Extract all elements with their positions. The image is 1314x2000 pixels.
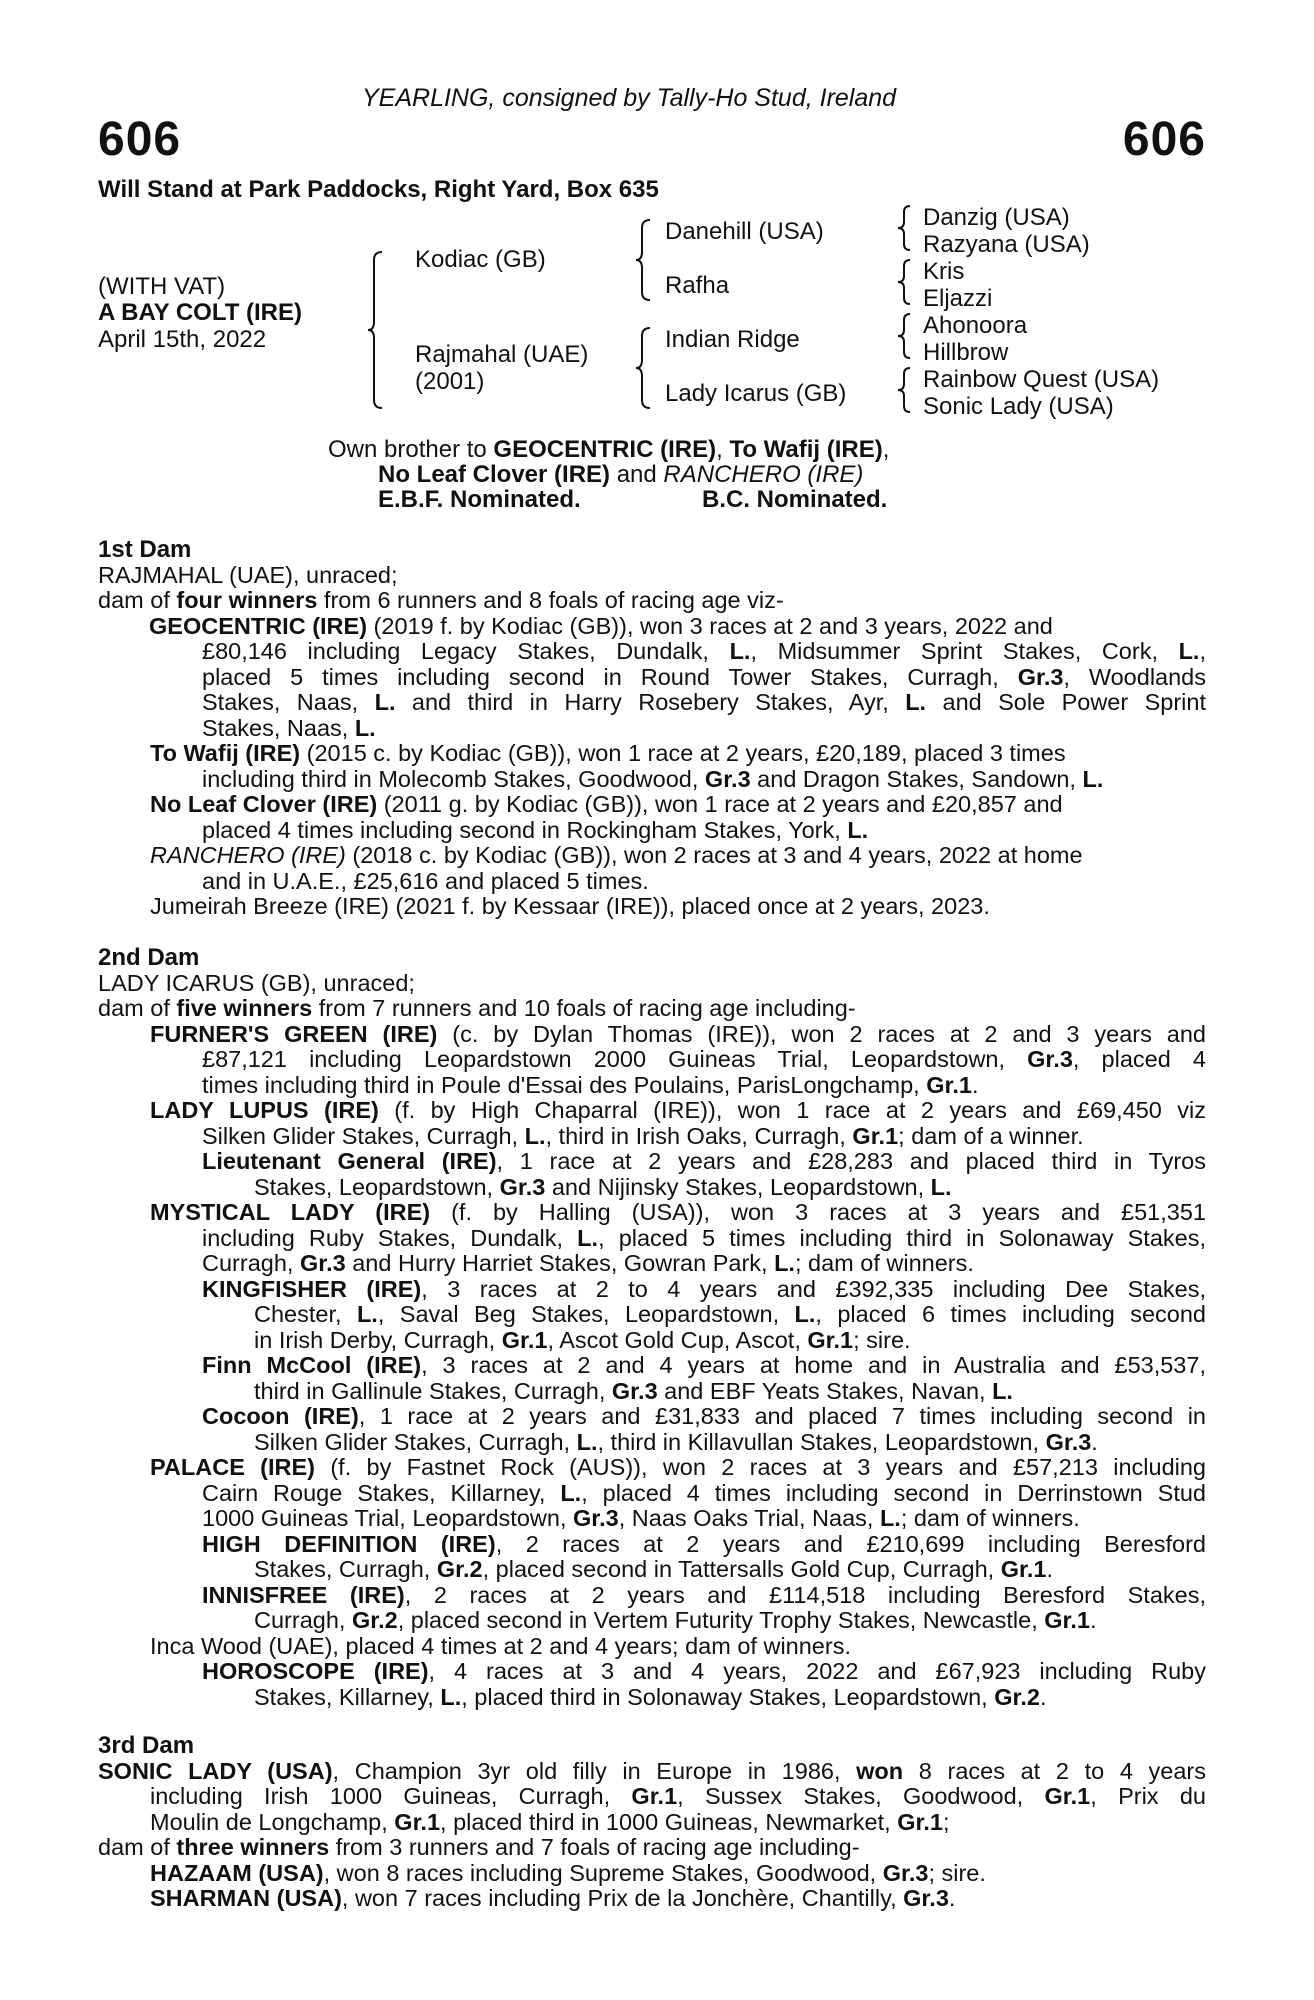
pedigree-bracket-g4 [898, 366, 914, 414]
third-dam-section [98, 1733, 1206, 1912]
gg-5: Ahonoora [923, 312, 1028, 339]
progeny-hazaam: HAZAAM (USA), won 8 races including Supreme Stakes, Goodwood, Gr.3; sire. [150, 1859, 986, 1886]
pedigree-bracket-g2 [898, 258, 914, 306]
bc-nominated: B.C. Nominated. [702, 486, 888, 513]
ebf-nominated: E.B.F. Nominated. [378, 486, 581, 513]
lot-number-right: 606 [1122, 113, 1206, 166]
progeny-geocentric: GEOCENTRIC (IRE) (2019 f. by Kodiac (GB)), won 3 races at 2 and 3 years, 2022 and £80,146 including Legacy Stakes, Dundalk, L., Midsummer Sprint Stakes, Cork, L., placed 5 times including second in Round Tower Stakes, Curragh, Gr.3, Woodlands Stakes, Naas, L. and third in Harry Rosebery Stakes, Ayr, L. and Sole Power Sprint Stakes, Naas, L. [149, 612, 1207, 741]
sire: Kodiac (GB) [415, 246, 546, 273]
progeny-palace: PALACE (IRE) (f. by Fastnet Rock (AUS)), won 2 races at 3 years and £57,213 including Cairn Rouge Stakes, Killarney, L., placed 4 times including second in Derrinstown Stud 1000 Guineas Trial, Leopardstown, Gr.3, Naas Oaks Trial, Naas, L.; dam of winners. [150, 1454, 1206, 1531]
second-dam-summary: dam of five winners from 7 runners and 10 foals of racing age including- [98, 995, 856, 1021]
third-dam-summary: dam of three winners from 3 runners and 7 foals of racing age including- [98, 1834, 860, 1860]
progeny-high-definition: HIGH DEFINITION (IRE), 2 races at 2 years and £210,699 including Beresford Stakes, Curragh, Gr.2, placed second in Tattersalls Gold Cup, Curragh, Gr.1. [202, 1530, 1207, 1582]
first-dam-summary: dam of four winners from 6 runners and 8 foals of racing age viz- [98, 587, 784, 613]
pedigree-bracket-sire [636, 218, 656, 302]
second-dam-heading: 2nd Dam [98, 944, 200, 971]
own-brother-line-1: Own brother to GEOCENTRIC (IRE), To Wafij (IRE), [328, 436, 890, 463]
progeny-finn-mccool: Finn McCool (IRE), 3 races at 2 and 4 years at home and in Australia and £53,537, third in Gallinule Stakes, Curragh, Gr.3 and EBF Yeats Stakes, Navan, L. [202, 1352, 1206, 1404]
first-dam-section [98, 537, 1206, 920]
progeny-jumeirah-breeze: Jumeirah Breeze (IRE) (2021 f. by Kessaar (IRE)), placed once at 2 years, 2023. [150, 893, 990, 919]
second-dam-section [98, 945, 1206, 1710]
sire-sire: Danehill (USA) [665, 218, 824, 245]
progeny-inca-wood: Inca Wood (UAE), placed 4 times at 2 and 4 years; dam of winners. [150, 1632, 851, 1659]
gg-8: Sonic Lady (USA) [923, 393, 1114, 420]
gg-2: Razyana (USA) [923, 231, 1090, 258]
progeny-lieutenant-general: Lieutenant General (IRE), 1 race at 2 years and £28,283 and placed third in Tyros Stakes, Leopardstown, Gr.3 and Nijinsky Stakes, Leopardstown, L. [202, 1148, 1206, 1200]
progeny-mystical-lady: MYSTICAL LADY (IRE) (f. by Halling (USA)), won 3 races at 3 years and £51,351 including Ruby Stakes, Dundalk, L., placed 5 times including third in Solonaway Stakes, Curragh, Gr.3 and Hurry Harriet Stakes, Gowran Park, L.; dam of winners. [150, 1199, 1207, 1276]
pedigree-bracket-g1 [898, 204, 914, 252]
progeny-cocoon: Cocoon (IRE), 1 race at 2 years and £31,833 and placed 7 times including second in Silken Glider Stakes, Curragh, L., third in Killavullan Stakes, Leopardstown, Gr.3. [202, 1403, 1206, 1455]
progeny-innisfree: INNISFREE (IRE), 2 races at 2 years and £114,518 including Beresford Stakes, Curragh, Gr.2, placed second in Vertem Futurity Trophy Stakes, Newcastle, Gr.1. [202, 1581, 1206, 1633]
progeny-furners-green: FURNER'S GREEN (IRE) (c. by Dylan Thomas (IRE)), won 2 races at 2 and 3 years and £87,121 including Leopardstown 2000 Guineas Trial, Leopardstown, Gr.3, placed 4 times including third in Poule d'Essai des Poulains, ParisLongchamp, Gr.1. [150, 1020, 1207, 1098]
third-dam-entry: SONIC LADY (USA), Champion 3yr old filly in Europe in 1986, won 8 races at 2 to 4 years including Irish 1000 Guineas, Curragh, Gr.1, Sussex Stakes, Goodwood, Gr.1, Prix du Moulin de Longchamp, Gr.1, placed third in 1000 Guineas, Newmarket, Gr.1; [98, 1757, 1207, 1835]
vat-note: (WITH VAT) [98, 273, 226, 300]
gg-3: Kris [923, 258, 965, 285]
own-brother-line-2: No Leaf Clover (IRE) and RANCHERO (IRE) [378, 461, 864, 488]
progeny-lady-lupus: LADY LUPUS (IRE) (f. by High Chaparral (IRE)), won 1 race at 2 years and £69,450 viz Silken Glider Stakes, Curragh, L., third in Irish Oaks, Curragh, Gr.1; dam of a winner. [150, 1097, 1207, 1149]
dam-sire: Indian Ridge [665, 326, 800, 353]
progeny-to-wafij: To Wafij (IRE) (2015 c. by Kodiac (GB)), won 1 race at 2 years, £20,189, placed 3 times including third in Molecomb Stakes, Goodwood, Gr.3 and Dragon Stakes, Sandown, L. [150, 740, 1104, 792]
progeny-sharman: SHARMAN (USA), won 7 races including Prix de la Jonchère, Chantilly, Gr.3. [150, 1885, 956, 1911]
gg-4: Eljazzi [923, 285, 993, 312]
pedigree-bracket-dam [636, 326, 656, 410]
second-dam-name: LADY ICARUS (GB), unraced; [98, 969, 415, 996]
third-dam-heading: 3rd Dam [98, 1732, 195, 1759]
progeny-no-leaf-clover: No Leaf Clover (IRE) (2011 g. by Kodiac (GB)), won 1 race at 2 years and £20,857 and placed 4 times including second in Rockingham Stakes, York, L. [150, 791, 1063, 843]
first-dam-name: RAJMAHAL (UAE), unraced; [98, 561, 398, 588]
horse-name: A BAY COLT (IRE) [98, 299, 303, 326]
dam: Rajmahal (UAE) [415, 341, 589, 368]
sire-dam: Rafha [665, 272, 730, 299]
first-dam-heading: 1st Dam [98, 536, 192, 563]
progeny-ranchero: RANCHERO (IRE) (2018 c. by Kodiac (GB)), won 2 races at 3 and 4 years, 2022 at home and in U.A.E., £25,616 and placed 5 times. [150, 842, 1083, 894]
gg-6: Hillbrow [923, 339, 1009, 366]
progeny-kingfisher: KINGFISHER (IRE), 3 races at 2 to 4 years and £392,335 including Dee Stakes, Chester, L., Saval Beg Stakes, Leopardstown, L., placed 6 times including second in Irish Derby, Curragh, Gr.1, Ascot Gold Cup, Ascot, Gr.1; sire. [202, 1275, 1207, 1353]
pedigree-bracket-main [368, 250, 388, 410]
dam-dam: Lady Icarus (GB) [665, 380, 847, 407]
stand-location: Will Stand at Park Paddocks, Right Yard, Box 635 [98, 176, 659, 203]
lot-number-left: 606 [98, 113, 182, 166]
gg-1: Danzig (USA) [923, 204, 1070, 231]
progeny-horoscope: HOROSCOPE (IRE), 4 races at 3 and 4 years, 2022 and £67,923 including Ruby Stakes, Killarney, L., placed third in Solonaway Stakes, Leopardstown, Gr.2. [202, 1658, 1206, 1710]
horse-dob: April 15th, 2022 [98, 326, 267, 353]
consignment-line: YEARLING, consigned by Tally-Ho Stud, Ireland [362, 84, 897, 112]
dam-year: (2001) [415, 368, 485, 395]
gg-7: Rainbow Quest (USA) [923, 366, 1160, 393]
pedigree-bracket-g3 [898, 312, 914, 360]
